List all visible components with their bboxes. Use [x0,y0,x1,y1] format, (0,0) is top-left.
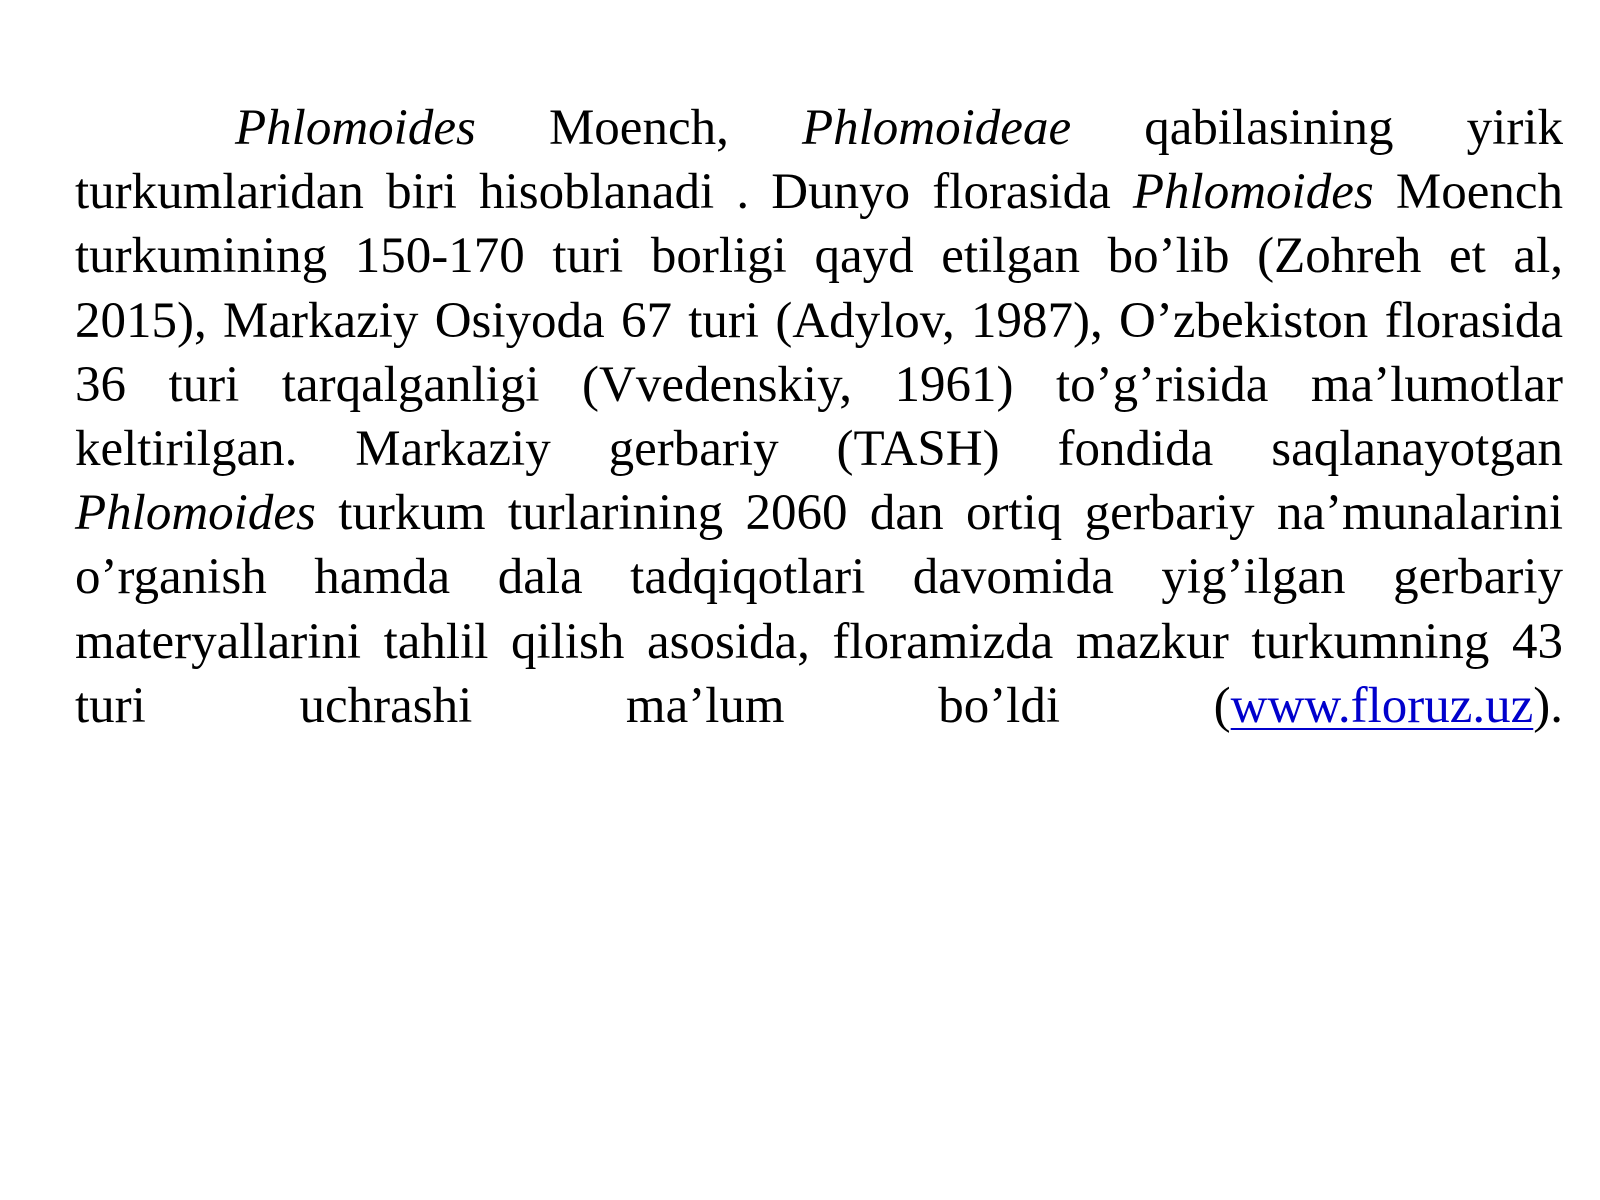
text-segment: turkum turlarining 2060 dan ortiq gerbariy na’munalarini o’rganish hamda dala tadqiqotlari davomida yig’ilgan gerbariy materyallarini tahlil qilish asosida, floramizda mazkur turkumning 43 turi uchrashi ma’lum bo’ldi ( [75,485,1563,734]
text-segment: ). [1533,677,1563,734]
genus-name-italic: Phlomoides [235,100,476,156]
genus-name-italic: Phlomoides [75,485,316,542]
body-paragraph [75,96,1563,738]
tribe-name-italic: Phlomoideae [801,100,1072,156]
text-segment: Moench, [475,100,802,156]
text-segment: qabilasining yirik turkumlaridan biri hisoblanadi . Dunyo florasida [75,100,1564,221]
genus-name-italic: Phlomoides [1132,164,1374,221]
floruz-link[interactable]: www.floruz.uz [1230,677,1534,734]
text-segment: Moench turkumining 150-170 turi borligi qayd etilgan bo’lib (Zohreh et al, 2015), Markaziy Osiyoda 67 turi (Adylov, 1987), O’zbekiston florasida 36 turi tarqalganligi (Vvedenskiy, 1961) to’g’risida ma’lumotlar keltirilgan. Markaziy gerbariy (TASH) fondida saqlanayotgan [75,164,1564,478]
